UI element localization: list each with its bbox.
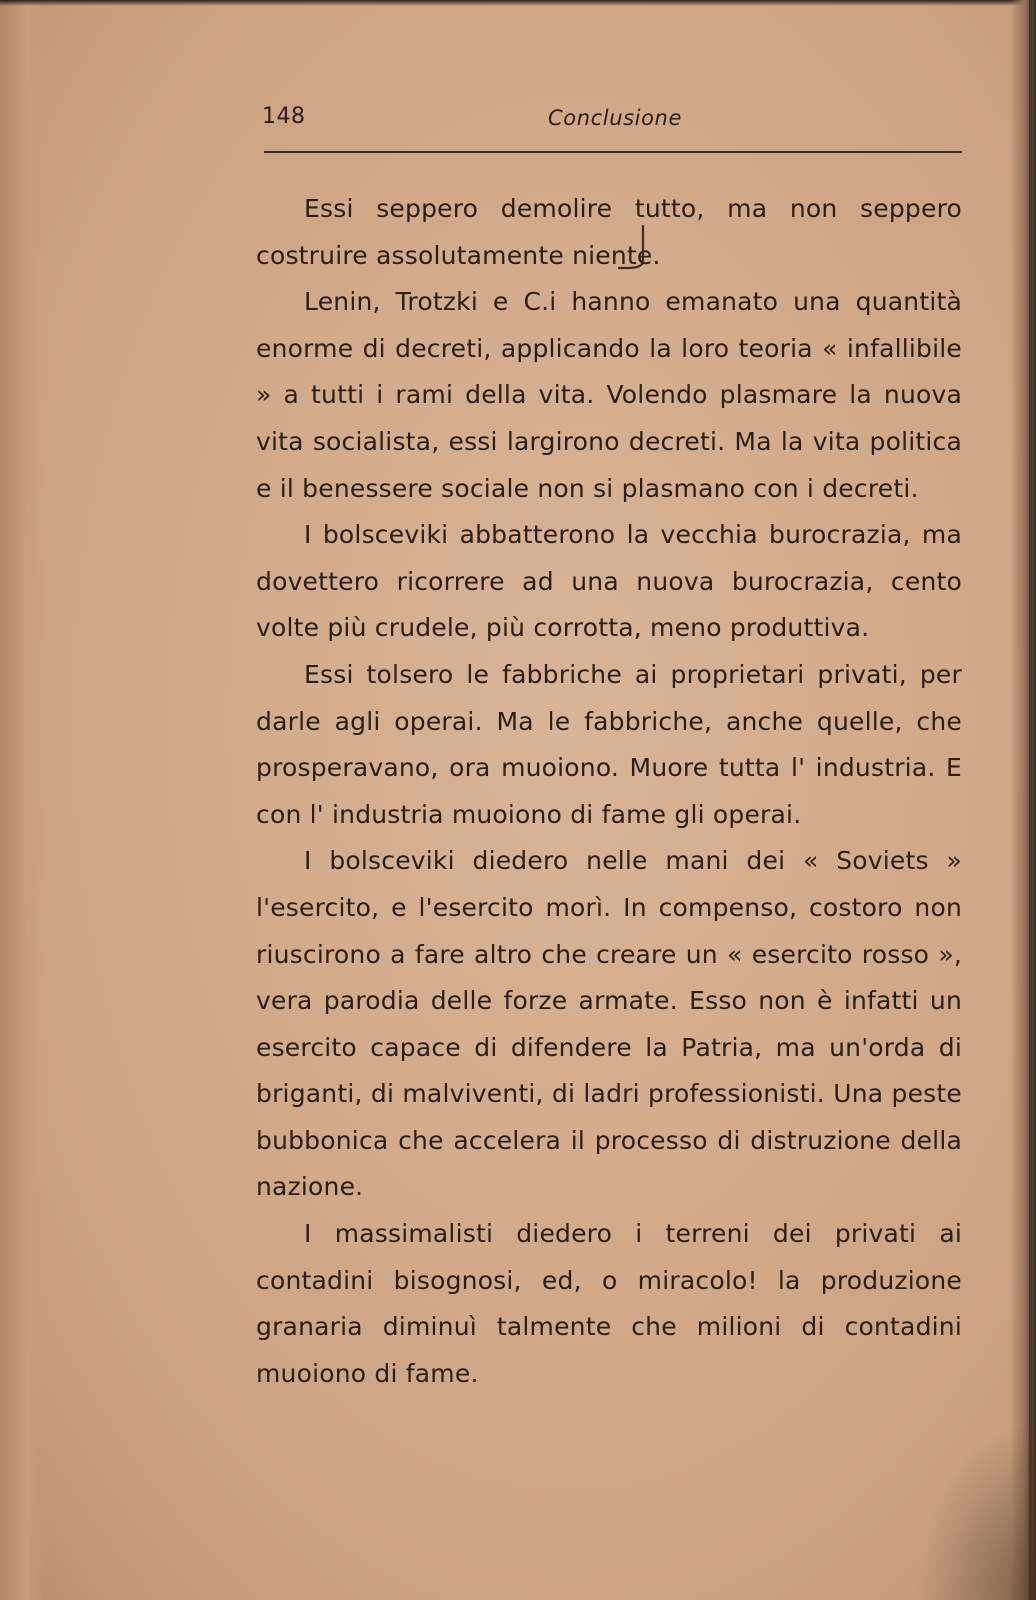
page-top-edge xyxy=(0,0,1036,6)
page-number: 148 xyxy=(262,104,306,129)
paragraph: I massimalisti diedero i terreni dei privati ai contadini bisognosi, ed, o miracolo! la produzione granaria diminuì talmente che milioni di contadini muoiono di fame. xyxy=(256,1219,962,1388)
paragraph: Essi tolsero le fabbriche ai proprietari privati, per darle agli operai. Ma le fabbriche, anche quelle, che prosperavano, ora muoiono. Muore tutta l' industria. E con l' industria muoiono di fame gli operai. xyxy=(256,659,962,829)
paragraph: I bolsceviki abbatterono la vecchia burocrazia, ma dovettero ricorrere ad una nuova burocrazia, cento volte più crudele, più corrotta, meno produttiva. xyxy=(256,520,962,643)
page-right-edge xyxy=(1010,0,1036,1600)
paragraph: Essi seppero demolire tutto, ma non seppero costruire assolutamente niente. xyxy=(256,194,962,270)
paragraph: Lenin, Trotzki e C.i hanno emanato una quantità enorme di decreti, applicando la loro teoria « infallibile » a tutti i rami della vita. Volendo plasmare la nuova vita socialista, essi largirono decreti. Ma la vita politica e il benessere sociale non si plasmano con i decreti. xyxy=(256,287,962,503)
body-text xyxy=(256,186,962,1397)
header-rule xyxy=(264,151,962,153)
paragraph: I bolsceviki diedero nelle mani dei « Soviets » l'esercito, e l'esercito morì. In compenso, costoro non riuscirono a fare altro che creare un « esercito rosso », vera parodia delle forze armate. Esso non è infatti un esercito capace di difendere la Patria, ma un'orda di briganti, di malviventi, di ladri professionisti. Una peste bubbonica che accelera il processo di distruzione della nazione. xyxy=(256,846,962,1202)
running-head xyxy=(262,102,962,138)
binding-stripe xyxy=(1029,0,1032,1600)
pencil-mark-icon xyxy=(617,222,655,272)
page-left-edge xyxy=(0,0,44,1600)
corner-shadow xyxy=(916,1420,1036,1600)
chapter-title: Conclusione xyxy=(548,106,682,130)
